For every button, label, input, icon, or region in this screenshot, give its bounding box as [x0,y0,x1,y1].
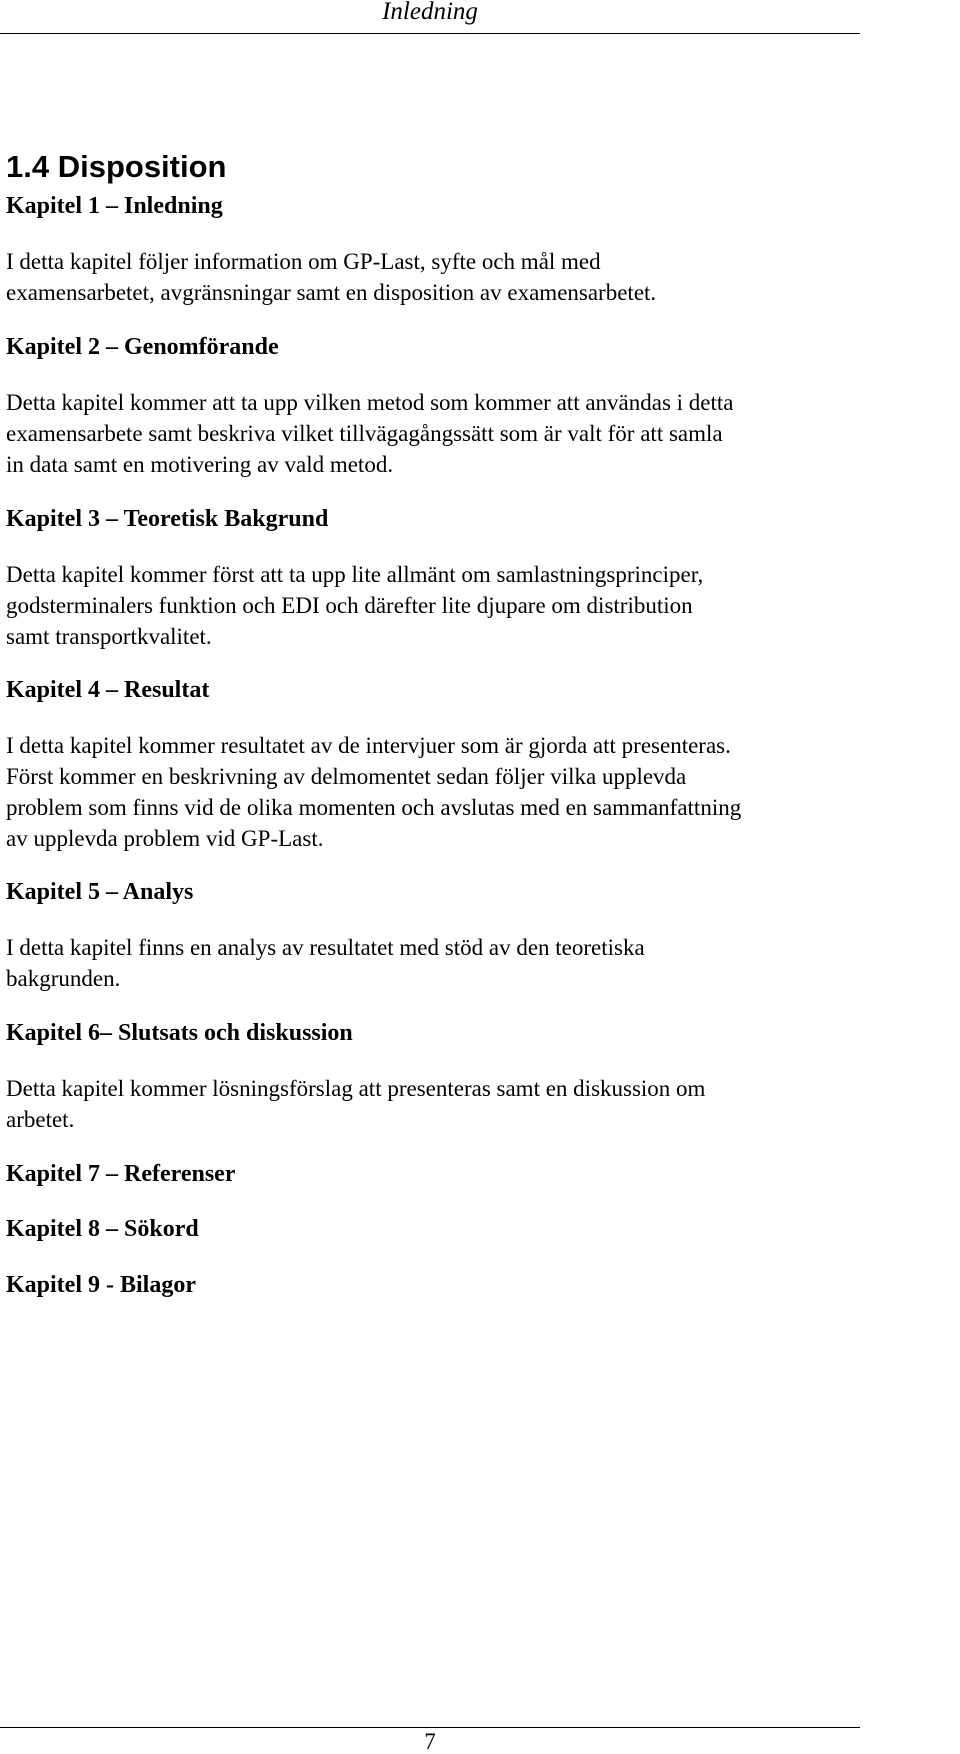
chapter-1-line-1: I detta kapitel följer information om GP-Last, syfte och mål med [6,249,601,274]
section-title: 1.4 Disposition [6,149,227,184]
chapter-5-heading: Kapitel 5 – Analys [6,879,194,905]
chapter-2-line-3: in data samt en motivering av vald metod. [6,452,394,477]
chapter-2-body [6,387,861,480]
chapter-4-line-3: problem som finns vid de olika momenten och avslutas med en sammanfattning [6,795,742,820]
footer-rule [0,1727,860,1728]
chapter-3-line-1: Detta kapitel kommer först att ta upp lite allmänt om samlastningsprinciper, [6,562,704,587]
chapter-9-heading: Kapitel 9 - Bilagor [6,1272,196,1298]
chapter-6-body [6,1073,861,1135]
chapter-5-line-1: I detta kapitel finns en analys av resultatet med stöd av den teoretiska [6,935,645,960]
chapter-3-heading: Kapitel 3 – Teoretisk Bakgrund [6,506,329,532]
chapter-4-body [6,730,861,854]
chapter-2-heading: Kapitel 2 – Genomförande [6,334,279,360]
chapter-6-line-1: Detta kapitel kommer lösningsförslag att presenteras samt en diskussion om [6,1076,706,1101]
chapter-8-heading: Kapitel 8 – Sökord [6,1216,199,1242]
chapter-7-heading: Kapitel 7 – Referenser [6,1161,236,1187]
page-number-text: 7 [424,1729,436,1754]
chapter-3-line-2: godsterminalers funktion och EDI och därefter lite djupare om distribution [6,593,693,618]
chapter-1-heading: Kapitel 1 – Inledning [6,193,223,219]
chapter-2-line-2: examensarbete samt beskriva vilket tillvägagångssätt som är valt för att samla [6,421,723,446]
chapter-6-heading: Kapitel 6– Slutsats och diskussion [6,1020,353,1046]
chapter-4-line-4: av upplevda problem vid GP-Last. [6,826,324,851]
chapter-3-line-3: samt transportkvalitet. [6,624,212,649]
header-title: Inledning [382,0,478,25]
chapter-5-line-2: bakgrunden. [6,966,121,991]
chapter-4-line-2: Först kommer en beskrivning av delmomentet sedan följer vilka upplevda [6,764,687,789]
chapter-6-line-2: arbetet. [6,1107,75,1132]
chapter-2-line-1: Detta kapitel kommer att ta upp vilken metod som kommer att användas i detta [6,390,734,415]
chapter-4-line-1: I detta kapitel kommer resultatet av de intervjuer som är gjorda att presenteras. [6,733,731,758]
chapter-4-heading: Kapitel 4 – Resultat [6,677,210,703]
chapter-3-body [6,559,861,652]
chapter-1-body [6,246,861,308]
chapter-5-body [6,932,861,994]
chapter-1-line-2: examensarbetet, avgränsningar samt en disposition av examensarbetet. [6,280,657,305]
running-header [0,0,860,34]
